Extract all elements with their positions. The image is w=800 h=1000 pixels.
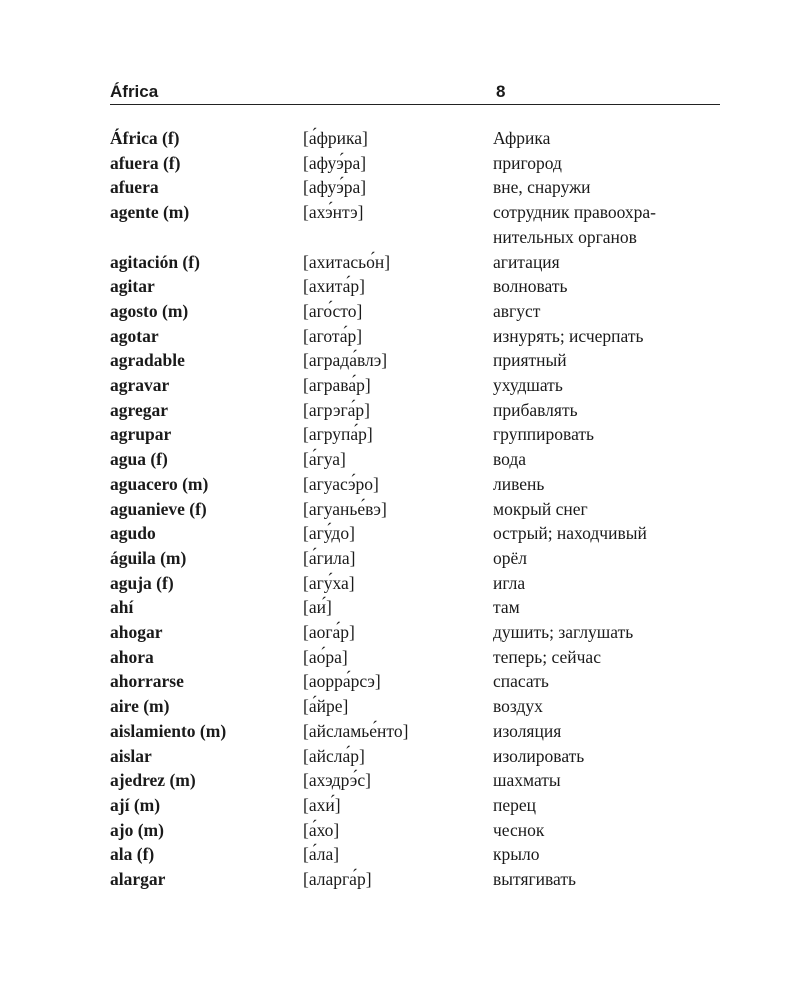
dictionary-entry [110, 472, 720, 497]
spanish-word: ahorrarse [110, 671, 184, 692]
dictionary-entry [110, 299, 720, 324]
dictionary-entry [110, 669, 720, 694]
dictionary-entry [110, 645, 720, 670]
russian-translation: изолировать [493, 745, 585, 766]
russian-translation: прибавлять [493, 399, 578, 420]
dictionary-entry [110, 398, 720, 423]
spanish-word: agitar [110, 276, 155, 297]
transcription: [афуэ́ра] [303, 177, 367, 198]
russian-translation: агитация [493, 251, 560, 272]
russian-translation: август [493, 300, 541, 321]
spanish-word: agudo [110, 523, 156, 544]
spanish-word: ala (f) [110, 844, 155, 865]
transcription: [аорра́рсэ] [303, 671, 381, 692]
dictionary-entry [110, 373, 720, 398]
russian-translation: пригород [493, 152, 562, 173]
transcription: [агуасэ́ро] [303, 473, 379, 494]
spanish-word: alargar [110, 869, 166, 890]
dictionary-entry [110, 793, 720, 818]
spanish-word: agosto (m) [110, 300, 189, 321]
spanish-word: agua (f) [110, 449, 168, 470]
russian-translation: острый; находчивый [493, 523, 647, 544]
transcription: [ахита́р] [303, 276, 365, 297]
transcription: [а́хо] [303, 819, 340, 840]
spanish-word: ají (m) [110, 794, 161, 815]
russian-translation: теперь; сейчас [493, 646, 601, 667]
page-header [110, 80, 720, 105]
spanish-word: ahogar [110, 622, 163, 643]
spanish-word: agente (m) [110, 202, 190, 223]
spanish-word: agotar [110, 325, 159, 346]
russian-translation: сотрудник правоохра-нительных органов [493, 202, 657, 247]
russian-translation: волновать [493, 276, 568, 297]
spanish-word: aire (m) [110, 696, 170, 717]
transcription: [аграда́влэ] [303, 350, 388, 371]
russian-translation: шахматы [493, 770, 561, 791]
spanish-word: aguja (f) [110, 572, 174, 593]
transcription: [аларга́р] [303, 869, 372, 890]
transcription: [аграва́р] [303, 375, 371, 396]
transcription: [ахи́] [303, 794, 341, 815]
transcription: [агу́до] [303, 523, 355, 544]
dictionary-entry [110, 744, 720, 769]
russian-translation: ухудшать [493, 375, 563, 396]
transcription: [ахэдрэ́с] [303, 770, 371, 791]
transcription: [айсламье́нто] [303, 720, 409, 741]
entry-list [110, 126, 720, 892]
dictionary-entry [110, 151, 720, 176]
spanish-word: agrupar [110, 424, 172, 445]
dictionary-entry [110, 694, 720, 719]
spanish-word: afuera (f) [110, 152, 181, 173]
dictionary-entry [110, 620, 720, 645]
russian-translation: Африка [493, 128, 551, 148]
dictionary-entry [110, 595, 720, 620]
russian-translation: перец [493, 794, 537, 815]
russian-translation: игла [493, 572, 526, 593]
spanish-word: ajo (m) [110, 819, 164, 840]
dictionary-entry [110, 175, 720, 200]
russian-translation: мокрый снег [493, 498, 588, 519]
transcription: [аога́р] [303, 622, 355, 643]
transcription: [а́гила] [303, 547, 356, 568]
spanish-word: agravar [110, 375, 170, 396]
spanish-word: ajedrez (m) [110, 770, 196, 791]
spanish-word: ahí [110, 597, 134, 618]
dictionary-entry [110, 546, 720, 571]
dictionary-entry [110, 842, 720, 867]
dictionary-entry [110, 768, 720, 793]
dictionary-entry [110, 497, 720, 522]
dictionary-entry [110, 200, 720, 249]
dictionary-entry [110, 348, 720, 373]
russian-translation: группировать [493, 424, 595, 445]
spanish-word: aguacero (m) [110, 473, 209, 494]
transcription: [аго́сто] [303, 300, 363, 321]
spanish-word: África (f) [110, 128, 180, 148]
dictionary-entry [110, 571, 720, 596]
russian-translation: вода [493, 449, 527, 470]
dictionary-entry [110, 818, 720, 843]
transcription: [агу́ха] [303, 572, 355, 593]
spanish-word: agitación (f) [110, 251, 200, 272]
spanish-word: agregar [110, 399, 168, 420]
russian-translation: спасать [493, 671, 549, 692]
dictionary-entry [110, 126, 720, 151]
dictionary-entry [110, 521, 720, 546]
transcription: [а́фрика] [303, 128, 368, 148]
spanish-word: afuera [110, 177, 159, 198]
spanish-word: aislamiento (m) [110, 720, 227, 741]
russian-translation: вне, снаружи [493, 177, 591, 198]
russian-translation: душить; заглушать [493, 622, 634, 643]
transcription: [а́ла] [303, 844, 340, 865]
dictionary-entry [110, 447, 720, 472]
russian-translation: там [493, 597, 520, 618]
dictionary-entry [110, 250, 720, 275]
russian-translation: ливень [493, 473, 545, 494]
russian-translation: изоляция [493, 720, 562, 741]
dictionary-entry [110, 324, 720, 349]
transcription: [а́гуа] [303, 449, 346, 470]
dictionary-entry [110, 422, 720, 447]
transcription: [агота́р] [303, 325, 363, 346]
dictionary-entry [110, 274, 720, 299]
transcription: [айсла́р] [303, 745, 365, 766]
transcription: [агуанье́вэ] [303, 498, 387, 519]
dictionary-page [110, 80, 720, 890]
russian-translation: орёл [493, 547, 528, 568]
spanish-word: aguanieve (f) [110, 498, 207, 519]
transcription: [агрупа́р] [303, 424, 373, 445]
russian-translation: изнурять; исчерпать [493, 325, 644, 346]
russian-translation: приятный [493, 350, 567, 371]
transcription: [агрэга́р] [303, 399, 370, 420]
spanish-word: aislar [110, 745, 152, 766]
russian-translation: воздух [493, 696, 543, 717]
transcription: [аи́] [303, 597, 332, 618]
page-number: 8 [496, 82, 506, 101]
transcription: [афуэ́ра] [303, 152, 367, 173]
transcription: [ао́ра] [303, 646, 348, 667]
spanish-word: águila (m) [110, 547, 187, 568]
spanish-word: agradable [110, 350, 185, 371]
transcription: [ахитасьо́н] [303, 251, 391, 272]
russian-translation: чеснок [493, 819, 545, 840]
header-word: África [110, 82, 159, 101]
russian-translation: вытягивать [493, 869, 577, 890]
transcription: [а́йре] [303, 696, 349, 717]
transcription: [ахэ́нтэ] [303, 202, 364, 223]
russian-translation: крыло [493, 844, 540, 865]
dictionary-entry [110, 867, 720, 892]
spanish-word: ahora [110, 646, 154, 667]
dictionary-entry [110, 719, 720, 744]
